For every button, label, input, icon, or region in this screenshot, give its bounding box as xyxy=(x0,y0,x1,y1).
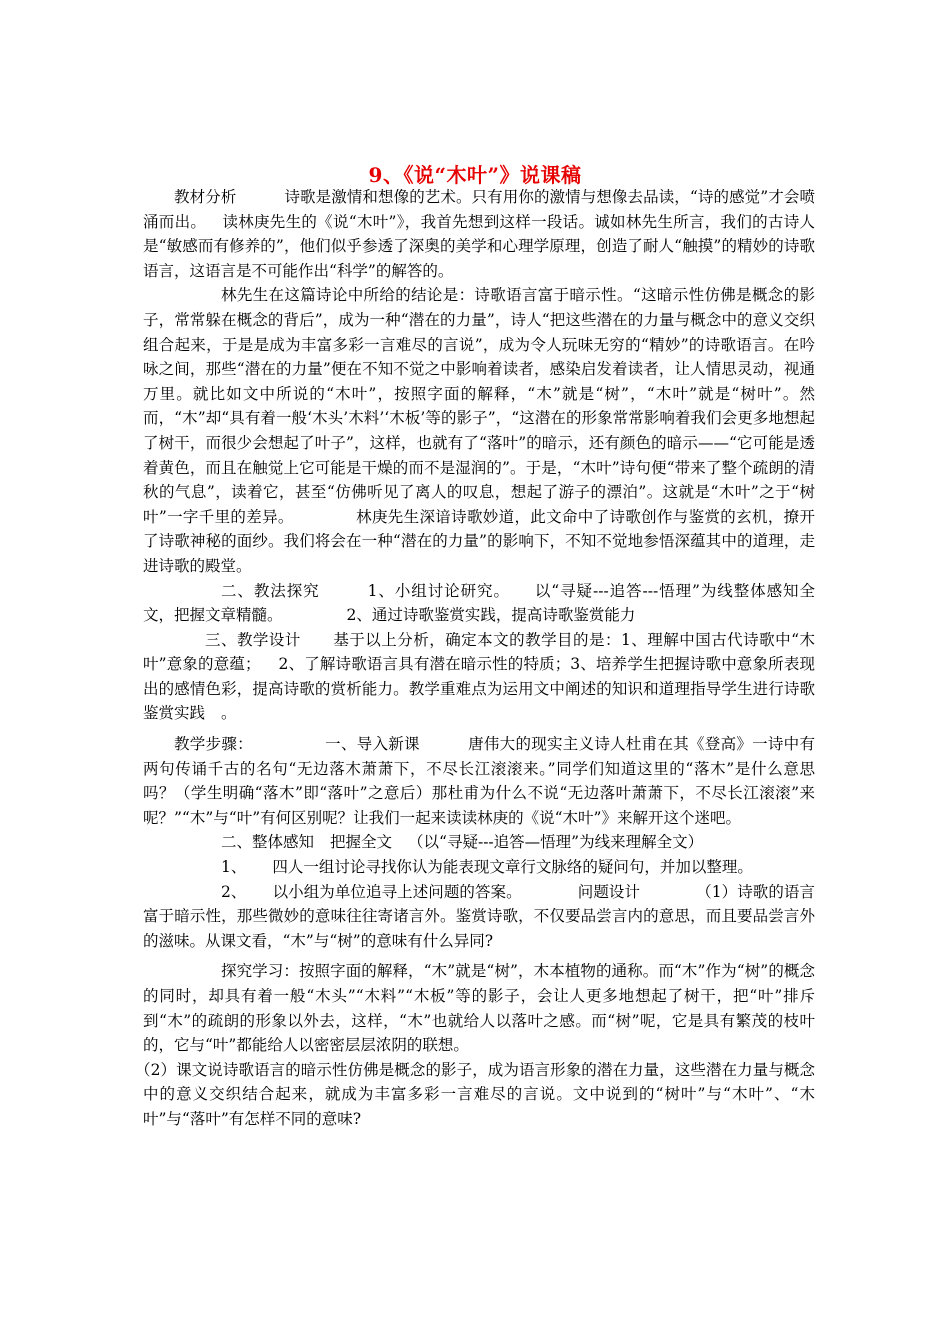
list-item: 2、通过诗歌鉴赏实践，提高诗歌鉴赏能力 xyxy=(346,606,636,625)
list-number: 1、 xyxy=(221,858,247,877)
paragraph-text: 2、了解诗歌语言具有潜在暗示性的特质；3、培养学生把握诗歌中意象所表现出的感情色彩，提高诗歌的赏析能力。教学重难点为运用文中阐述的知识和道理指导学生进行诗歌鉴赏实践 xyxy=(143,655,815,723)
subsection-label: 问题设计 xyxy=(577,882,641,901)
paragraph-text: 林庚先生深谙诗歌妙道，此文命中了诗歌创作与鉴赏的玄机，撩开了诗歌神秘的面纱。我们将会在一种“潜在的力量”的影响下，不知不觉地参悟深蕴其中的道理，走进诗歌的殿堂。 xyxy=(143,507,815,575)
paragraph-text: 唐伟大的现实主义诗人杜甫在其《登高》一诗中有两句传诵千古的名句“无边落木萧萧下，不尽长江滚滚来。”同学们知道这里的“落木”是什么意思吗？（学生明确“落木”即“落叶”之意后）那杜甫为什么不说“无边落叶萧萧下，不尽长江滚滚”来呢？”“木”与“叶”有何区别呢？让我们一起来读读林庚的《说“木叶”》来解开这个迷吧。 xyxy=(143,735,815,827)
section-label: 教学步骤： xyxy=(174,735,253,754)
subsection-label: 一、导入新课 xyxy=(324,735,420,754)
paragraph-overall-perception xyxy=(143,830,815,855)
section-label: 三、教学设计 xyxy=(205,630,301,649)
subsection-label: 把握全文 xyxy=(330,833,393,852)
list-item: 以“寻疑---追答---悟理”为线整体感知全文，把握文章精髓。 xyxy=(143,581,815,625)
paragraph-text: （2）课文说诗歌语言的暗示性仿佛是概念的影子，成为语言形象的潜在力量，这些潜在力量与概念中的意义交织结合起来，就成为丰富多彩一言难尽的言说。文中说到的“树叶”与“木叶”、“木叶”与“落叶”有怎样不同的意味? xyxy=(135,1060,815,1128)
section-label: 二、教法探究 xyxy=(221,581,320,600)
page-title: 9、《说“木叶”》说课稿 xyxy=(368,163,582,187)
paragraph-text: 基于以上分析，确定本文的教学目的是：1、理解中国古代诗歌中“木叶”意象的意蕴； xyxy=(143,630,815,674)
paragraph-exploration xyxy=(143,959,815,1057)
paragraph-teaching-design xyxy=(143,628,815,726)
paragraph-teaching-steps xyxy=(143,732,815,830)
paragraph-text: 以小组为单位追寻上述问题的答案。 xyxy=(272,882,522,901)
paragraph-conclusion xyxy=(143,283,815,578)
paragraph-text: 四人一组讨论寻找你认为能表现文章行文脉络的疑问句，并加以整理。 xyxy=(272,858,753,877)
paragraph-text: 。 xyxy=(221,704,237,723)
paragraph-step-2 xyxy=(143,880,815,954)
paragraph-question-2 xyxy=(135,1058,815,1132)
paragraph-text: （以“寻疑---追答—悟理”为线来理解全文） xyxy=(408,833,704,852)
paragraph-text: 林先生在这篇诗论中所给的结论是：诗歌语言富于暗示性。“这暗示性仿佛是概念的影子，常常躲在概念的背后”，成为一种“潜在的力量”，诗人“把这些潜在的力量与概念中的意义交织组合起来，于是是成为丰富多彩一言难尽的言说”，成为令人玩味无穷的“精妙”的诗歌语言。在吟咏之间，那些“潜在的力量”便在不知不觉之中影响着读者，感染启发着读者，让人情思灵动，视通万里。就比如文中所说的“木叶”，按照字面的解释，“木”就是“树”，“木叶”就是“树叶”。然而，“木”却“具有着一般‘木头’木料’‘木板’等的影子”，“这潜在的形象常常影响着我们会更多地想起了树干，而很少会想起了叶子”，这样，也就有了“落叶”的暗示，还有颜色的暗示——“它可能是透着黄色，而且在触觉上它可能是干燥的而不是湿润的”。于是，“木叶”诗句便“带来了整个疏朗的清秋的气息”，读着它，甚至“仿佛听见了离人的叹息，想起了游子的漂泊”。这就是“木叶”之于“树叶”一字千里的差异。 xyxy=(143,286,815,526)
paragraph-text: 诗歌是激情和想像的艺术。只有用你的激情与想像去品读，“诗的感觉”才会喷涌而出。 xyxy=(143,188,815,231)
list-item: 1、小组讨论研究。 xyxy=(367,581,510,600)
paragraph-step-1 xyxy=(143,855,815,880)
paragraph-teaching-method xyxy=(143,579,815,628)
section-label: 教材分析 xyxy=(174,188,237,206)
list-number: 2、 xyxy=(221,882,247,901)
document-body xyxy=(135,185,815,1132)
paragraph-text: （1）诗歌的语言富于暗示性，那些微妙的意味往往寄诸言外。鉴赏诗歌，不仅要品尝言内的意思，而且要品尝言外的滋味。从课文看，“木”与“树”的意味有什么异同? xyxy=(143,882,815,950)
paragraph-text: 探究学习：按照字面的解释，“木”就是“树”，木本植物的通称。而“木”作为“树”的概念的同时，却具有着一般“木头”“木料”“木板”等的影子，会让人更多地想起了树干，把“叶”排斥到“木”的疏朗的形象以外去，这样，“木”也就给人以落叶之感。而“树”呢，它是具有繁茂的枝叶的，它与“叶”都能给人以密密层层浓阴的联想。 xyxy=(143,962,815,1055)
paragraph-text: 读林庚先生的《说“木叶”》，我首先想到这样一段话。诚如林先生所言，我们的古诗人是“敏感而有修养的”，他们似乎参透了深奥的美学和心理学原理，创造了耐人“触摸”的精妙的诗歌语言，这语言是不可能作出“科学”的解答的。 xyxy=(143,212,815,280)
section-label: 二、整体感知 xyxy=(221,833,315,852)
paragraph-textbook-analysis xyxy=(143,185,815,283)
